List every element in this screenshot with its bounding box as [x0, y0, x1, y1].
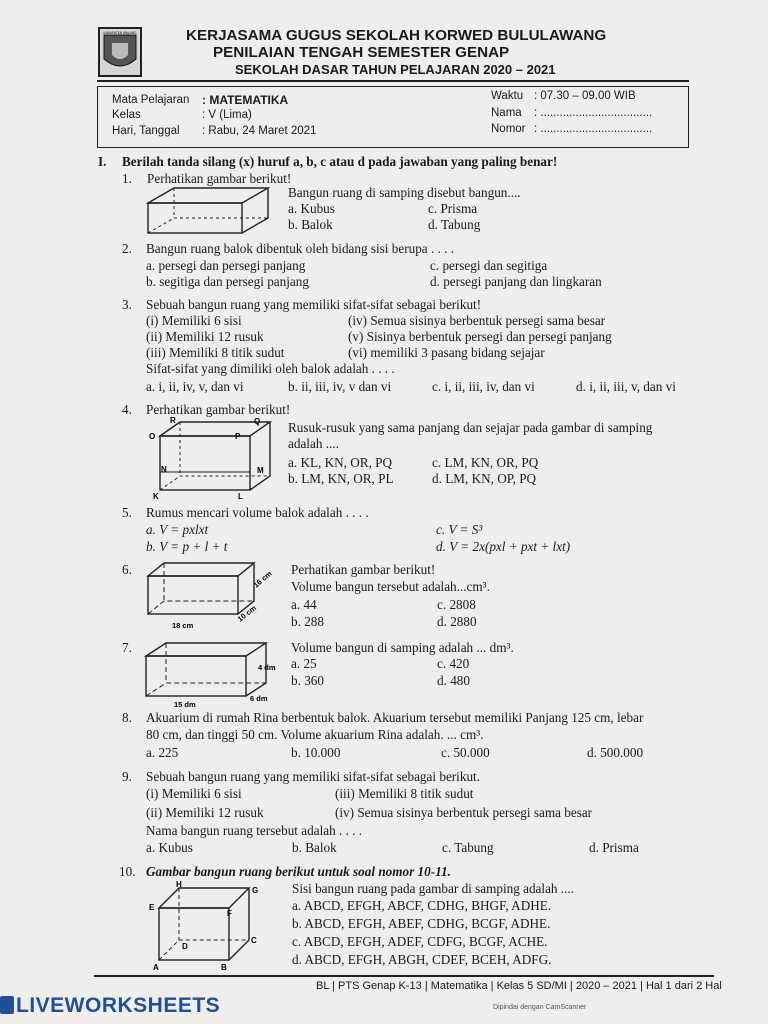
- q4-option-d[interactable]: d. LM, KN, OP, PQ: [432, 471, 537, 486]
- q1-option-a[interactable]: a. Kubus: [288, 201, 335, 216]
- footer-divider: [94, 975, 714, 977]
- q6-option-d[interactable]: d. 2880: [437, 614, 477, 629]
- q8-option-c[interactable]: c. 50.000: [441, 745, 490, 760]
- q3-option-a[interactable]: a. i, ii, iv, v, dan vi: [146, 379, 244, 394]
- q4-text: Perhatikan gambar berikut!: [146, 402, 291, 417]
- q3-ask: Sifat-sifat yang dimiliki oleh balok adalah . . . .: [146, 361, 395, 376]
- q3-number: 3.: [122, 297, 132, 312]
- name-label: Nama: [491, 107, 522, 119]
- q3-option-b[interactable]: b. ii, iii, iv, v dan vi: [288, 379, 392, 394]
- liveworksheets-brand[interactable]: [0, 994, 230, 1024]
- scanner-watermark: Dipindai dengan CamScanner: [493, 1004, 587, 1011]
- q1-text: Perhatikan gambar berikut!: [147, 171, 292, 186]
- q7-option-a[interactable]: a. 25: [291, 656, 317, 671]
- q5-number: 5.: [122, 505, 132, 520]
- header-title-1: KERJASAMA GUGUS SEKOLAH KORWED BULULAWANG: [186, 27, 607, 44]
- liveworksheets-logo-icon: [0, 996, 14, 1014]
- q9-property-iii: (iii) Memiliki 8 titik sudut: [335, 786, 474, 801]
- section-instruction: Berilah tanda silang (x) huruf a, b, c atau d pada jawaban yang paling benar!: [122, 154, 558, 169]
- section-number: I.: [98, 154, 107, 169]
- q3-option-c[interactable]: c. i, ii, iii, iv, dan vi: [432, 379, 535, 394]
- q4-number: 4.: [122, 402, 132, 417]
- q3-property-iv: (iv) Semua sisinya berbentuk persegi sama besar: [348, 313, 606, 328]
- q4-vertex-K: K: [153, 492, 159, 501]
- q2-option-a[interactable]: a. persegi dan persegi panjang: [146, 258, 306, 273]
- header-title-2: PENILAIAN TENGAH SEMESTER GENAP: [213, 44, 510, 61]
- q9-option-b[interactable]: b. Balok: [292, 840, 337, 855]
- q6-dim-length: 18 cm: [172, 621, 194, 630]
- q5-text: Rumus mencari volume balok adalah . . . .: [146, 505, 369, 520]
- time-value: : 07.30 – 09.00 WIB: [534, 90, 636, 102]
- q8-line2: 80 cm, dan tinggi 50 cm. Volume akuarium Rina adalah. ... cm³.: [146, 727, 484, 742]
- q1-option-b[interactable]: b. Balok: [288, 217, 333, 232]
- q9-property-ii: (ii) Memiliki 12 rusuk: [146, 805, 264, 820]
- q10-vertex-E: E: [149, 903, 155, 912]
- q5-option-a[interactable]: a. V = pxlxt: [146, 522, 209, 537]
- q3-option-d[interactable]: d. i, ii, iii, v, dan vi: [576, 379, 676, 394]
- q4-vertex-N: N: [161, 465, 167, 474]
- subject-value: : MATEMATIKA: [202, 93, 289, 107]
- q5-option-b[interactable]: b. V = p + l + t: [146, 539, 228, 554]
- q1-cuboid-figure: [146, 185, 270, 235]
- header-divider: [97, 80, 689, 82]
- q6-option-a[interactable]: a. 44: [291, 597, 317, 612]
- q5-option-d[interactable]: d. V = 2x(pxl + pxt + lxt): [436, 539, 571, 554]
- q4-vertex-R: R: [170, 416, 176, 425]
- q10-cube-figure: [145, 880, 265, 972]
- q7-option-c[interactable]: c. 420: [437, 656, 470, 671]
- q4-option-a[interactable]: a. KL, KN, OR, PQ: [288, 455, 393, 470]
- q3-property-v: (v) Sisinya berbentuk persegi dan persegi panjang: [348, 329, 612, 344]
- date-label: Hari, Tanggal: [112, 125, 180, 137]
- q1-stem: Bangun ruang di samping disebut bangun....: [288, 185, 521, 200]
- q6-cuboid-figure: [144, 560, 278, 632]
- date-value: : Rabu, 24 Maret 2021: [202, 125, 317, 137]
- q10-option-a[interactable]: a. ABCD, EFGH, ABCF, CDHG, BHGF, ADHE.: [292, 898, 552, 913]
- q3-property-vi: (vi) memiliki 3 pasang bidang sejajar: [348, 345, 545, 360]
- q4-vertex-M: M: [257, 466, 264, 475]
- number-field[interactable]: : ...................................: [534, 123, 653, 135]
- q1-number: 1.: [122, 171, 132, 186]
- q10-stem: Sisi bangun ruang pada gambar di samping adalah ....: [292, 881, 574, 896]
- name-field[interactable]: : ...................................: [534, 107, 653, 119]
- q8-line1: Akuarium di rumah Rina berbentuk balok. Akuarium tersebut memiliki Panjang 125 cm, lebar: [146, 710, 644, 725]
- q7-cuboid-figure: [142, 640, 278, 708]
- q10-vertex-B: B: [221, 963, 227, 972]
- q6-option-c[interactable]: c. 2808: [437, 597, 476, 612]
- q6-number: 6.: [122, 562, 132, 577]
- q10-option-c[interactable]: c. ABCD, EFGH, ADEF, CDFG, BCGF, ACHE.: [292, 934, 548, 949]
- q6-option-b[interactable]: b. 288: [291, 614, 324, 629]
- q7-number: 7.: [122, 640, 132, 655]
- q8-option-b[interactable]: b. 10.000: [291, 745, 341, 760]
- q4-option-b[interactable]: b. LM, KN, OR, PL: [288, 471, 394, 486]
- q3-text: Sebuah bangun ruang yang memiliki sifat-sifat sebagai berikut!: [146, 297, 482, 312]
- q4-stem-line2: adalah ....: [288, 436, 339, 451]
- q9-property-iv: (iv) Semua sisinya berbentuk persegi sama besar: [335, 805, 593, 820]
- q2-option-b[interactable]: b. segitiga dan persegi panjang: [146, 274, 309, 289]
- q6-stem: Volume bangun tersebut adalah...cm³.: [291, 579, 490, 594]
- q4-vertex-P: P: [235, 432, 241, 441]
- q10-vertex-G: G: [252, 886, 259, 895]
- q2-option-c[interactable]: c. persegi dan segitiga: [430, 258, 548, 273]
- footer-text: BL | PTS Genap K-13 | Matematika | Kelas 5 SD/MI | 2020 – 2021 | Hal 1 dari 2 Hal: [316, 980, 722, 992]
- q7-dim-length: 15 dm: [174, 700, 196, 708]
- q1-option-d[interactable]: d. Tabung: [428, 217, 481, 232]
- class-value: : V (Lima): [202, 109, 252, 121]
- q6-dim-height: 16 cm: [251, 568, 274, 590]
- q7-stem: Volume bangun di samping adalah ... dm³.: [291, 640, 514, 655]
- q10-vertex-C: C: [251, 936, 257, 945]
- student-info-box: [97, 86, 689, 148]
- q10-vertex-A: A: [153, 963, 159, 972]
- q2-text: Bangun ruang balok dibentuk oleh bidang sisi berupa . . . .: [146, 241, 455, 256]
- q4-cuboid-figure: [146, 416, 272, 502]
- q10-text: Gambar bangun ruang berikut untuk soal nomor 10-11.: [146, 864, 451, 879]
- q10-vertex-D: D: [182, 942, 188, 951]
- q10-option-d[interactable]: d. ABCD, EFGH, ABGH, CDEF, BCEH, ADFG.: [292, 952, 552, 967]
- q10-vertex-H: H: [176, 880, 182, 889]
- q9-ask: Nama bangun ruang tersebut adalah . . . .: [146, 823, 363, 838]
- liveworksheets-brand-text: LIVEWORKSHEETS: [16, 994, 221, 1017]
- q4-stem-line1: Rusuk-rusuk yang sama panjang dan sejajar pada gambar di samping: [288, 420, 653, 435]
- q4-vertex-L: L: [238, 492, 243, 501]
- q9-number: 9.: [122, 769, 132, 784]
- q8-option-a[interactable]: a. 225: [146, 745, 179, 760]
- district-logo: [98, 27, 142, 77]
- q7-dim-width: 6 dm: [250, 694, 268, 703]
- q10-number: 10.: [119, 864, 136, 879]
- q3-property-iii: (iii) Memiliki 8 titik sudut: [146, 345, 285, 360]
- q9-option-d[interactable]: d. Prisma: [589, 840, 639, 855]
- q9-option-c[interactable]: c. Tabung: [442, 840, 494, 855]
- q3-property-ii: (ii) Memiliki 12 rusuk: [146, 329, 264, 344]
- q7-option-b[interactable]: b. 360: [291, 673, 324, 688]
- q1-option-c[interactable]: c. Prisma: [428, 201, 478, 216]
- q8-option-d[interactable]: d. 500.000: [587, 745, 644, 760]
- class-label: Kelas: [112, 109, 141, 121]
- q10-vertex-F: F: [227, 909, 232, 918]
- q5-option-c[interactable]: c. V = S³: [436, 522, 483, 537]
- number-label: Nomor: [491, 123, 526, 135]
- q3-property-i: (i) Memiliki 6 sisi: [146, 313, 242, 328]
- q2-option-d[interactable]: d. persegi panjang dan lingkaran: [430, 274, 602, 289]
- q4-option-c[interactable]: c. LM, KN, OR, PQ: [432, 455, 539, 470]
- q6-text: Perhatikan gambar berikut!: [291, 562, 436, 577]
- q9-property-i: (i) Memiliki 6 sisi: [146, 786, 242, 801]
- q7-dim-height: 4 dm: [258, 663, 276, 672]
- q10-option-b[interactable]: b. ABCD, EFGH, ABEF, CDHG, BCGF, ADHE.: [292, 916, 551, 931]
- q4-vertex-O: O: [149, 432, 156, 441]
- q2-number: 2.: [122, 241, 132, 256]
- q9-option-a[interactable]: a. Kubus: [146, 840, 193, 855]
- header-title-3: SEKOLAH DASAR TAHUN PELAJARAN 2020 – 2021: [235, 62, 556, 77]
- q8-number: 8.: [122, 710, 132, 725]
- subject-label: Mata Pelajaran: [112, 94, 190, 106]
- logo-text: KABUPATEN MALANG: [103, 31, 137, 35]
- q4-vertex-Q: Q: [254, 417, 261, 426]
- time-label: Waktu: [491, 90, 524, 102]
- q9-text: Sebuah bangun ruang yang memiliki sifat-sifat sebagai berikut.: [146, 769, 480, 784]
- q7-option-d[interactable]: d. 480: [437, 673, 470, 688]
- q6-dim-width: 10 cm: [235, 603, 259, 624]
